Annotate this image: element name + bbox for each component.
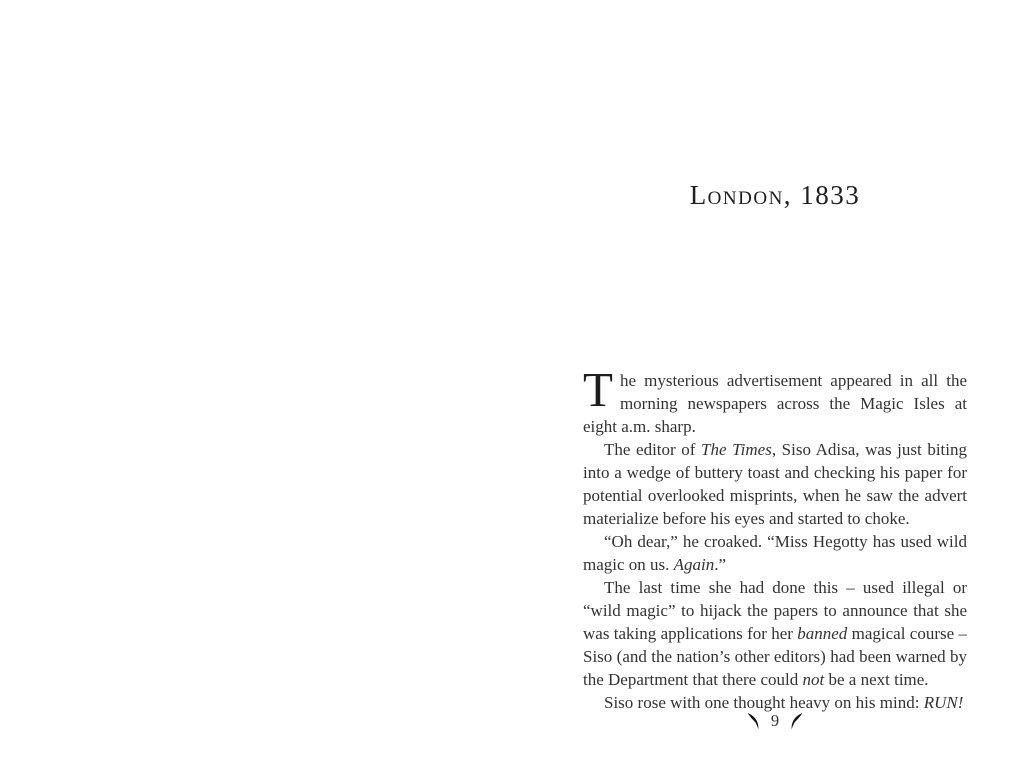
paragraph [583,438,967,530]
text-run: Siso rose with one thought heavy on his mind: [604,693,924,712]
text-run: , Siso Adisa, was just biting into a wedge of buttery toast and checking his paper for potential overlooked misprints, when he saw the advert materialize before his eyes and started to choke. [583,440,968,528]
paragraph [583,362,967,438]
chapter-title: London, 1833 [689,180,861,210]
text-run: “Oh dear,” he croaked. “Miss Hegotty has used wild magic on us. [583,532,967,574]
paragraph [583,530,967,576]
italic-text-run: not [802,670,825,689]
italic-text-run: banned [797,624,848,643]
text-run: The editor of [604,440,702,459]
drop-cap: T [583,362,613,417]
text-run: be a next time. [824,670,929,689]
italic-text-run: RUN! [923,693,964,712]
feather-right-icon [790,712,803,731]
right-page [583,0,967,780]
italic-text-run: Again [673,555,715,574]
feather-left-icon [747,712,760,731]
body-text [583,362,968,714]
page-footer [583,711,967,731]
text-run: he mysterious advertisement appeared in all the morning newspapers across the Magic Isles at eight a.m. sharp. [583,371,967,436]
text-run: .” [714,555,727,574]
page-number: 9 [770,711,780,730]
italic-text-run: The Times [701,440,772,459]
text-run: magical course – Siso (and the nation’s other editors) had been warned by the Department that there could [583,624,967,689]
paragraph [583,576,967,691]
text-run: The last time she had done this – used illegal or “wild magic” to hijack the papers to announce that she was taking applications for her [583,578,967,643]
